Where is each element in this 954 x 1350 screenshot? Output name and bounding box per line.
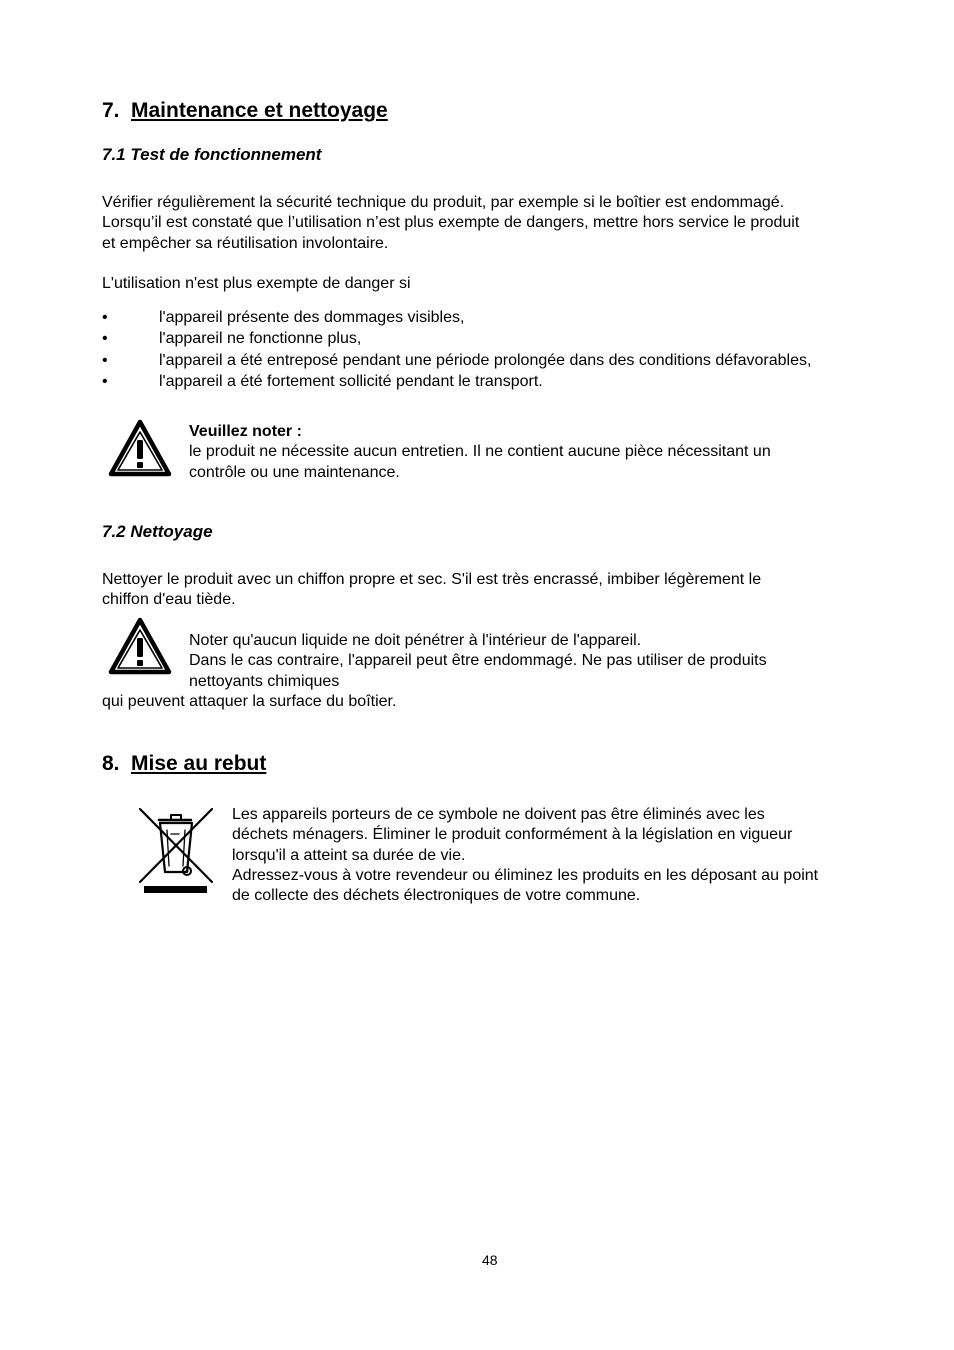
paragraph-line: Lorsqu’il est constaté que l’utilisation n’est plus exempte de dangers, mettre hors service le produit [102, 214, 800, 232]
paragraph-line: chiffon d'eau tiède. [102, 591, 236, 609]
paragraph-line: Nettoyer le produit avec un chiffon propre et sec. S'il est très encrassé, imbiber légèrement le [102, 571, 762, 588]
list-item [102, 371, 902, 392]
warning-triangle-icon [108, 419, 172, 477]
paragraph-line: Vérifier régulièrement la sécurité technique du produit, par exemple si le boîtier est endommagé. [102, 194, 785, 211]
cleaning-warning [189, 631, 767, 692]
list-item [102, 328, 902, 349]
disposal-line: déchets ménagers. Éliminer le produit conformément à la législation en vigueur [232, 826, 793, 844]
warning-line: nettoyants chimiques [189, 672, 340, 690]
bullet: • [102, 372, 108, 390]
crossed-out-wheelie-bin-icon [137, 806, 215, 896]
disposal-line: de collecte des déchets électroniques de votre commune. [232, 887, 641, 905]
section-7-number: 7. [102, 99, 120, 122]
note-title: Veuillez noter : [189, 423, 302, 440]
subsection-7-1-title: 7.1 Test de fonctionnement [102, 145, 322, 164]
danger-intro: L'utilisation n'est plus exempte de danger si [102, 275, 411, 292]
section-8-heading [102, 752, 266, 776]
section-7-heading [102, 99, 388, 123]
list-item-text: l'appareil a été fortement sollicité pendant le transport. [159, 372, 543, 390]
maintenance-note [189, 422, 771, 483]
bullet: • [102, 351, 108, 369]
warning-line: Dans le cas contraire, l'appareil peut être endommagé. Ne pas utiliser de produits [189, 652, 767, 670]
section-7-title: Maintenance et nettoyage [131, 99, 388, 122]
list-item-text: l'appareil présente des dommages visibles, [159, 309, 465, 326]
note-line: contrôle ou une maintenance. [189, 463, 400, 481]
note-line: le produit ne nécessite aucun entretien. Il ne contient aucune pièce nécessitant un [189, 443, 771, 461]
disposal-line: Les appareils porteurs de ce symbole ne doivent pas être éliminés avec les [232, 806, 765, 823]
cleaning-paragraph [102, 570, 761, 611]
list-item-text: l'appareil a été entreposé pendant une période prolongée dans des conditions défavorables, [159, 351, 812, 369]
list-item-text: l'appareil ne fonctionne plus, [159, 330, 362, 348]
cleaning-warning-continuation: qui peuvent attaquer la surface du boîtier. [102, 693, 397, 710]
disposal-text [232, 805, 818, 906]
intro-paragraph [102, 193, 799, 254]
paragraph-line: et empêcher sa réutilisation involontaire. [102, 234, 389, 252]
bullet: • [102, 309, 108, 326]
list-item [102, 307, 902, 328]
danger-list [102, 307, 902, 392]
section-8-title: Mise au rebut [131, 752, 267, 775]
page-number: 48 [482, 1252, 498, 1268]
section-8-number: 8. [102, 752, 120, 775]
warning-line: Noter qu'aucun liquide ne doit pénétrer à l'intérieur de l'appareil. [189, 632, 642, 649]
subsection-7-2-title: 7.2 Nettoyage [102, 522, 213, 541]
disposal-line: Adressez-vous à votre revendeur ou éliminez les produits en les déposant au point [232, 866, 819, 884]
disposal-line: lorsqu'il a atteint sa durée de vie. [232, 846, 466, 864]
bullet: • [102, 330, 108, 348]
warning-triangle-icon [108, 617, 172, 675]
list-item [102, 350, 902, 371]
